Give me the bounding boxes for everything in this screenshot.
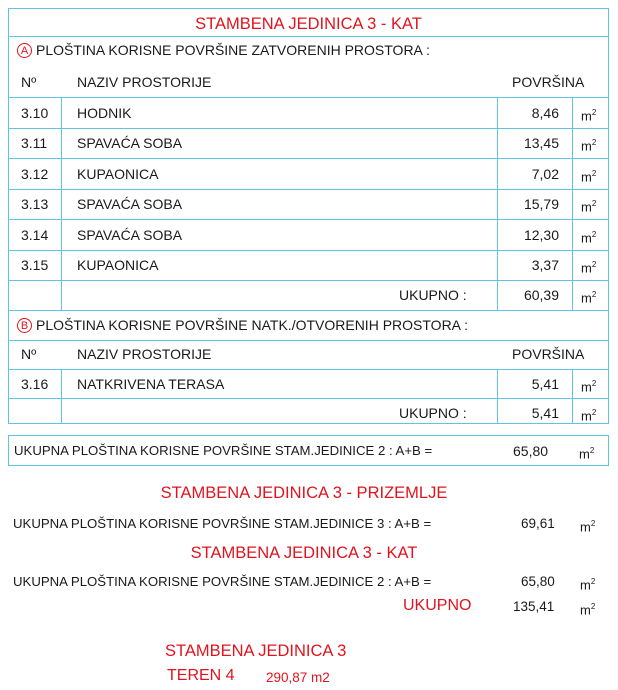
row-unit: $m^2$ [581,260,597,276]
section-a-letter: A [17,43,32,58]
row-area: 7,02 [531,166,559,182]
row-area: 8,46 [531,105,559,121]
divider [9,310,608,311]
grand-total-value: 65,80 [513,443,549,459]
section-a-total-unit: $m^2$ [581,290,597,306]
row-area: 3,37 [531,257,559,273]
col-no-header: Nº [21,74,37,90]
row-area: 13,45 [523,135,559,151]
ukupno-label: UKUPNO [403,597,472,614]
divider [497,369,498,424]
row-name: NATKRIVENA TERASA [77,376,225,392]
col-area-header: POVRŠINA [512,74,585,90]
grand-total-box [8,435,609,466]
teren-label: TEREN 4 [167,667,235,684]
divider [9,250,608,251]
kat-title: STAMBENA JEDINICA 3 - KAT [190,544,418,562]
section-b-total-label: UKUPNO : [399,405,467,421]
divider [9,369,608,370]
row-no: 3.14 [21,227,49,243]
col-name-header: NAZIV PROSTORIJE [77,346,212,362]
kat-label: UKUPNA PLOŠTINA KORISNE POVRŠINE STAM.JEDINICE 2 : A+B = [13,574,432,589]
col-name-header: NAZIV PROSTORIJE [77,74,212,90]
divider [9,398,608,399]
prizemlje-unit: $m^2$ [580,519,596,535]
row-name: KUPAONICA [77,257,159,273]
ukupno-unit: $m^2$ [580,602,596,618]
row-unit: $m^2$ [581,230,597,246]
row-unit: $m^2$ [581,108,597,124]
ukupno-value: 135,41 [513,599,555,614]
section-a-heading [17,41,430,59]
divider [9,219,608,220]
divider [572,97,573,310]
prizemlje-title: STAMBENA JEDINICA 3 - PRIZEMLJE [160,484,448,502]
row-name: SPAVAĆA SOBA [77,227,183,243]
kat-value: 65,80 [521,574,555,589]
table-title: STAMBENA JEDINICA 3 - KAT [195,15,422,33]
row-no: 3.10 [21,105,49,121]
row-unit: $m^2$ [581,169,597,185]
grand-total-label: UKUPNA PLOŠTINA KORISNE POVRŠINE STAM.JEDINICE 2 : A+B = [14,443,433,458]
col-area-header: POVRŠINA [512,346,585,362]
row-no: 3.15 [21,257,49,273]
divider [9,340,608,341]
footer-title: STAMBENA JEDINICA 3 [165,642,347,660]
section-a-heading-text: PLOŠTINA KORISNE POVRŠINE ZATVORENIH PROSTORA : [36,42,430,58]
row-area: 12,30 [523,227,559,243]
row-no: 3.13 [21,196,49,212]
prizemlje-label: UKUPNA PLOŠTINA KORISNE POVRŠINE STAM.JEDINICE 3 : A+B = [13,516,432,531]
section-a-total-label: UKUPNO : [399,287,467,303]
divider [572,369,573,424]
section-b-heading [17,316,468,334]
divider [9,280,608,281]
section-b-letter: B [17,318,32,333]
divider [497,97,498,310]
section-b-total-unit: $m^2$ [581,408,597,424]
col-no-header: Nº [21,346,37,362]
row-name: SPAVAĆA SOBA [77,196,183,212]
section-a-total-value: 60,39 [523,287,559,303]
row-name: HODNIK [77,105,132,121]
row-name: SPAVAĆA SOBA [77,135,183,151]
row-unit: $m^2$ [581,379,597,395]
row-area: 15,79 [523,196,559,212]
area-table [8,8,609,424]
section-b-heading-text: PLOŠTINA KORISNE POVRŠINE NATK./OTVORENIH PROSTORA : [36,317,469,333]
row-no: 3.12 [21,166,49,182]
divider [61,97,62,310]
divider [9,189,608,190]
row-unit: $m^2$ [581,199,597,215]
row-name: KUPAONICA [77,166,159,182]
prizemlje-value: 69,61 [521,516,555,531]
row-no: 3.16 [21,376,49,392]
row-unit: $m^2$ [581,138,597,154]
row-area: 5,41 [531,376,559,392]
grand-total-unit: $m^2$ [579,446,595,462]
divider [9,158,608,159]
teren-value: 290,87 m2 [266,670,330,685]
kat-unit: $m^2$ [580,577,596,593]
section-b-total-value: 5,41 [531,405,559,421]
divider [61,369,62,424]
row-no: 3.11 [21,135,48,151]
divider [9,128,608,129]
divider [9,36,608,37]
divider [9,97,608,98]
